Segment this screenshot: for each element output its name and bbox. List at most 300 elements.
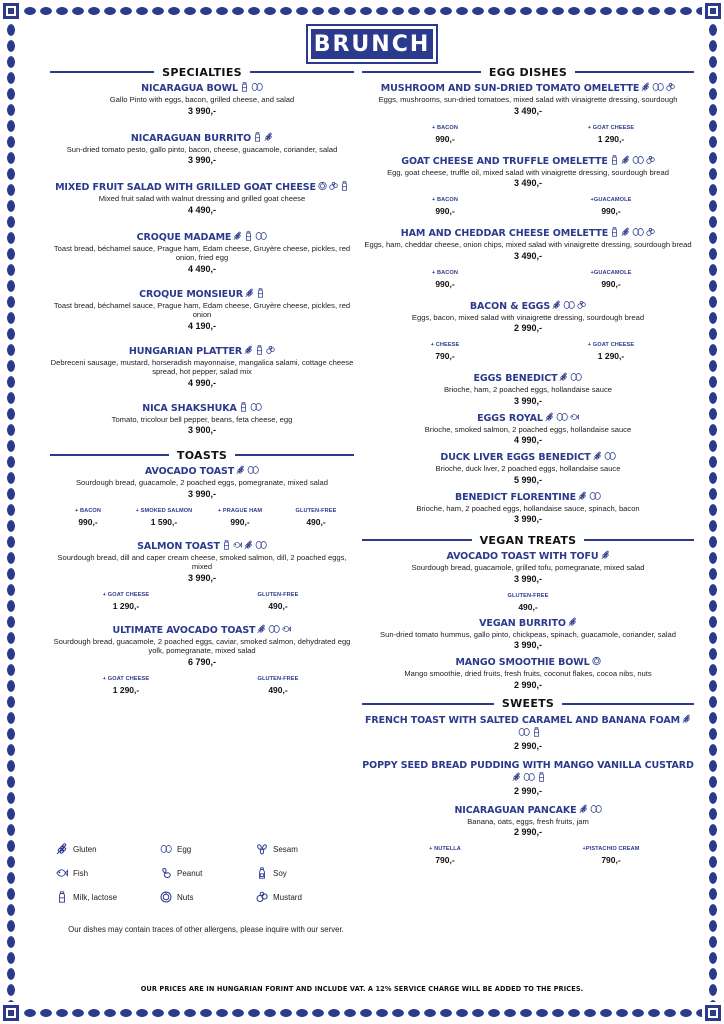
heading-rule [250,71,354,73]
milk-icon [537,772,546,782]
dish-description: Toast bread, béchamel sauce, Prague ham, Edam cheese, Gruyère cheese, pickles, red onion, fried egg [53,243,351,262]
menu-item [362,82,694,145]
border-top [22,4,702,18]
menu-item [362,300,694,363]
dish-name [362,372,694,385]
dish-name [362,714,694,740]
dish-name-text: POPPY SEED BREAD PUDDING WITH MANGO VANILLA CUSTARD [362,759,694,771]
legend-label: Fish [73,868,89,878]
dish-description: Gallo Pinto with eggs, bacon, grilled cheese, and salad [109,95,295,104]
gluten-icon [545,412,554,422]
extra-option [410,269,480,290]
milk-icon [340,181,349,191]
legend-label: Peanut [177,868,203,878]
dish-name [362,300,694,313]
dish-name [50,465,354,478]
dish-name-text: MANGO SMOOTHIE BOWL [455,657,590,668]
allergen-legend [56,842,356,904]
gluten-icon [552,300,561,310]
legend-entry [160,866,256,880]
dish-price: 4 490,- [187,263,217,274]
gluten-icon [559,372,568,382]
egg-icon [523,772,535,782]
extra-label: GLUTEN-FREE [295,507,337,514]
menu-item [50,82,354,118]
legend-label: Gluten [73,844,97,854]
section-title: VEGAN TREATS [479,533,577,547]
dish-name [50,82,354,95]
extra-price: 790,- [601,855,621,865]
extra-label: + BACON [431,124,459,131]
egg-icon [563,300,575,310]
legend-label: Milk, lactose [73,892,118,902]
dish-name-text: AVOCADO TOAST [144,466,235,477]
nuts-icon [160,891,172,903]
dish-name [362,759,694,785]
egg-icon [250,402,262,412]
extra-label: + PRAGUE HAM [217,507,263,514]
gluten-icon [257,624,266,634]
gluten-icon [593,451,602,461]
fish-icon [233,540,242,550]
menu-title-banner [306,24,438,64]
dish-name-text: CROQUE MADAME [136,231,232,243]
dish-name-text: NICARAGUA BOWL [141,83,238,94]
extra-label: + BACON [431,197,459,203]
egg-icon [255,540,267,550]
extras-row [50,507,354,528]
dish-price: 3 990,- [513,514,543,524]
milk-icon [240,82,249,92]
dish-description: Eggs, mushrooms, sun-dried tomatoes, mixed salad with vinaigrette dressing, sourdough [378,95,678,104]
corner-ornament [3,3,19,19]
dish-name [362,412,694,425]
extra-label: + GOAT CHEESE [102,591,150,598]
egg-icon [556,412,568,422]
dish-price: 4 190,- [187,320,217,331]
extras-row [362,269,694,290]
extra-price: 1 290,- [597,133,625,144]
extra-price: 1 290,- [112,684,140,695]
legend-entry [256,866,356,880]
extra-option [281,507,351,528]
legend-label: Soy [273,868,287,878]
menu-item [362,550,694,613]
mustard-icon [666,82,675,92]
extra-label: + BACON [431,269,459,276]
milk-icon [532,727,541,737]
dish-description: Mango smoothie, dried fruits, fresh fruits, coconut flakes, cocoa nibs, nuts [404,669,652,678]
extra-price: 490,- [518,601,538,612]
extra-label: GLUTEN-FREE [257,675,299,682]
extra-price: 490,- [268,600,288,611]
extra-label: + GOAT CHEESE [587,342,635,348]
fish-icon [56,867,68,879]
corner-ornament [3,1005,19,1021]
menu-item [362,617,694,653]
dish-description: Debreceni sausage, mustard, horseradish mayonnaise, mangalica salami, cottage cheese spread, hot pepper, salad mix [50,357,354,376]
extra-option [91,591,161,612]
nuts-icon [592,656,601,666]
dish-price: 5 990,- [513,474,543,485]
extra-option [576,124,646,145]
extra-price: 1 290,- [597,351,625,361]
fish-icon [570,412,579,422]
milk-icon [253,132,262,142]
extra-label: + NUTELLA [429,846,461,852]
extras-row [362,124,694,145]
heading-rule [575,71,694,73]
dish-description: Sourdough bread, guacamole, 2 poached eggs, caviar, smoked salmon, dehydrated egg yolk, pomegranate, mixed salad [53,636,351,655]
extra-option [576,269,646,290]
dish-description: Mixed fruit salad with walnut dressing and grilled goat cheese [98,194,306,203]
dish-name-text: FRENCH TOAST WITH SALTED CARAMEL AND BANANA FOAM [365,714,680,726]
legend-entry [56,890,160,904]
menu-item [50,345,354,390]
gluten-icon [621,155,630,165]
section-title: SWEETS [501,697,555,710]
section-heading [362,696,694,712]
extra-option [205,507,275,528]
dish-price: 3 490,- [513,178,543,188]
extra-option [410,196,480,217]
milk-icon [256,288,265,298]
dish-name-text: MUSHROOM AND SUN-DRIED TOMATO OMELETTE [380,83,640,94]
dish-price: 6 790,- [187,656,217,667]
dish-name [50,181,354,194]
dish-name-text: HUNGARIAN PLATTER [128,345,243,357]
legend-entry [160,842,256,856]
dish-price: 3 990,- [187,488,217,499]
extra-option [493,592,563,613]
dish-name [362,656,694,669]
milk-icon [610,227,619,237]
menu-item [362,656,694,692]
dish-description: Brioche, ham, 2 poached eggs, hollandaise sauce [443,385,613,394]
extra-option [243,675,313,696]
extra-price: 990,- [601,206,621,216]
extra-label: GLUTEN-FREE [257,591,299,598]
egg-icon [247,465,259,475]
dish-name-text: HAM AND CHEDDAR CHEESE OMELETTE [400,228,609,239]
dish-description: Toast bread, béchamel sauce, Prague ham, Edam cheese, Gruyère cheese, pickles, red onion [53,300,351,319]
egg-icon [589,491,601,501]
dish-name-text: GOAT CHEESE AND TRUFFLE OMELETTE [401,155,608,167]
legend-entry [56,842,160,856]
heading-rule [562,703,694,705]
legend-label: Egg [177,844,192,854]
section-heading [362,532,694,548]
egg-icon [632,155,644,165]
dish-price: 4 990,- [187,377,217,388]
dish-description: Egg, goat cheese, truffle oil, mixed salad with vinaigrette dressing, sourdough bread [387,167,669,177]
gluten-icon [233,231,242,241]
gluten-icon [601,550,610,560]
menu-item [50,231,354,276]
heading-rule [362,539,472,541]
menu-item [50,288,354,333]
egg-icon [604,451,616,461]
extra-option [410,124,480,145]
sesame-icon [256,843,268,855]
dish-name [362,491,694,504]
menu-item [362,227,694,290]
menu-title: BRUNCH [313,31,431,57]
extra-price: 790,- [435,855,455,865]
extra-price: 1 590,- [150,516,178,527]
section-heading [50,447,354,463]
extra-label: + SMOKED SALMON [135,507,193,514]
gluten-icon [578,491,587,501]
menu-item [362,491,694,527]
extra-price: 990,- [435,278,455,289]
extra-label: + BACON [74,507,102,514]
extra-option [576,341,646,362]
border-bottom [22,1006,702,1020]
dish-description: Tomato, tricolour bell pepper, beans, feta cheese, egg [111,414,293,424]
extra-price: 1 290,- [112,600,140,611]
extra-option [576,196,646,217]
dish-name [362,804,694,817]
dish-name-text: AVOCADO TOAST WITH TOFU [446,551,599,562]
fish-icon [282,624,291,634]
dish-name [362,227,694,240]
extras-row [362,196,694,217]
extra-label: +GUACAMOLE [590,197,632,203]
menu-item [50,181,354,217]
extra-price: 490,- [268,684,288,695]
dish-description: Sourdough bread, guacamole, 2 poached eggs, pomegranate, mixed salad [75,478,329,487]
dish-name [362,617,694,630]
gluten-icon [512,772,521,782]
egg-icon [652,82,664,92]
dish-description: Eggs, ham, cheddar cheese, onion chips, mixed salad with vinaigrette dressing, sourdough bread [364,240,692,249]
dish-name-text: MIXED FRUIT SALAD WITH GRILLED GOAT CHEESE [55,182,316,193]
dish-name [50,540,354,553]
dish-description: Brioche, ham, 2 poached eggs, hollandaise sauce, spinach, bacon [416,503,640,513]
menu-item [362,804,694,867]
extra-price: 990,- [435,206,455,216]
milk-icon [255,345,264,355]
extra-price: 990,- [230,516,250,527]
dish-price: 3 990,- [187,572,217,583]
heading-rule [362,71,481,73]
gluten-icon [244,345,253,355]
dish-price: 2 990,- [513,740,543,751]
dish-name [362,82,694,95]
egg-icon [268,624,280,634]
corner-ornament [705,1005,721,1021]
dish-price: 3 490,- [513,250,543,261]
dish-price: 2 990,- [513,679,543,690]
egg-icon [255,231,267,241]
dish-name [50,288,354,301]
dish-name-text: ULTIMATE AVOCADO TOAST [112,624,256,636]
gluten-icon [682,714,691,724]
dish-name [50,345,354,358]
extra-label: GLUTEN-FREE [507,592,549,599]
dish-description: Banana, oats, eggs, fresh fruits, jam [467,816,589,826]
extra-option [53,507,123,528]
extras-row [50,675,354,696]
nuts-icon [318,181,327,191]
mustard-icon [256,891,268,903]
dish-name-text: BENEDICT FLORENTINE [455,491,576,503]
dish-name-text: EGGS ROYAL [477,412,543,424]
heading-rule [584,539,694,541]
menu-item [362,412,694,448]
dish-price: 3 990,- [513,640,543,650]
dish-price: 2 990,- [513,827,543,837]
dish-name-text: NICARAGUAN PANCAKE [454,804,577,816]
legend-entry [256,890,356,904]
dish-price: 4 990,- [513,435,543,445]
dish-description: Brioche, smoked salmon, 2 poached eggs, hollandaise sauce [424,424,632,434]
extra-label: + GOAT CHEESE [102,675,150,682]
dish-price: 4 490,- [187,204,217,215]
gluten-icon [641,82,650,92]
dish-description: Brioche, duck liver, 2 poached eggs, hollandaise sauce [435,464,621,473]
extra-option [243,591,313,612]
allergen-note: Our dishes may contain traces of other allergens, please inquire with our server. [68,925,344,934]
extra-label: +PISTACHIO CREAM [582,846,640,852]
egg-icon [518,727,530,737]
extra-option [129,507,199,528]
dish-name-text: EGGS BENEDICT [473,373,558,384]
milk-icon [56,891,68,903]
milk-icon [239,402,248,412]
extras-row [362,341,694,362]
mustard-icon [646,155,655,165]
gluten-icon [264,132,273,142]
mustard-icon [266,345,275,355]
egg-icon [632,227,644,237]
egg-icon [251,82,263,92]
legend-label: Sesam [273,844,298,854]
extra-option [576,845,646,866]
dish-price: 3 900,- [187,425,217,435]
dish-description: Sun-dried tomato hummus, gallo pinto, chickpeas, spinach, guacamole, coriander, salad [380,629,676,639]
mustard-icon [577,300,586,310]
dish-name-text: SALMON TOAST [137,540,220,552]
dish-name-text: VEGAN BURRITO [479,617,566,629]
egg-icon [570,372,582,382]
egg-icon [160,843,172,855]
dish-name [362,155,694,168]
menu-item [362,714,694,753]
dish-price: 3 490,- [513,105,543,116]
legend-label: Mustard [273,892,302,902]
milk-icon [222,540,231,550]
dish-price: 2 990,- [513,323,543,333]
border-right [706,22,720,1002]
dish-name [50,624,354,637]
border-left [4,22,18,1002]
extra-label: + GOAT CHEESE [587,124,635,131]
dish-name [362,550,694,563]
menu-item [50,540,354,612]
legend-label: Nuts [177,892,194,902]
dish-name-text: CROQUE MONSIEUR [139,288,243,300]
price-footer: OUR PRICES ARE IN HUNGARIAN FORINT AND INCLUDE VAT. A 12% SERVICE CHARGE WILL BE ADDED TO THE PRICES. [140,985,584,993]
gluten-icon [236,465,245,475]
section-heading [362,64,694,80]
gluten-icon [244,540,253,550]
menu-item [362,155,694,218]
soy-icon [256,867,268,879]
legend-entry [160,890,256,904]
menu-item [50,402,354,438]
extra-price: 990,- [435,133,455,144]
dish-description: Sourdough bread, dill and caper cream cheese, smoked salmon, dill, 2 poached eggs, mixed [57,552,347,571]
extra-label: +GUACAMOLE [590,269,632,276]
extras-row [50,591,354,612]
dish-name [50,402,354,415]
egg-icon [590,804,602,814]
mustard-icon [329,181,338,191]
dish-description: Sourdough bread, guacamole, grilled tofu, pomegranate, mixed salad [411,563,645,572]
left-column [50,64,354,708]
dish-price: 3 990,- [187,105,217,116]
dish-price: 3 990,- [513,395,543,406]
menu-item [362,451,694,487]
extra-option [91,675,161,696]
legend-entry [56,866,160,880]
heading-rule [235,454,354,456]
extras-row [362,592,694,613]
menu-item [50,465,354,528]
gluten-icon [56,843,68,855]
legend-entry [256,842,356,856]
dish-name-text: DUCK LIVER EGGS BENEDICT [440,452,591,463]
section-title: TOASTS [176,448,228,462]
corner-ornament [705,3,721,19]
section-title: EGG DISHES [488,65,568,79]
peanut-icon [160,867,172,879]
section-title: SPECIALTIES [162,65,242,79]
right-column [362,64,694,872]
extra-price: 490,- [306,516,326,527]
extra-price: 790,- [435,351,455,361]
extra-price: 990,- [601,278,621,289]
gluten-icon [245,288,254,298]
dish-name [50,231,354,244]
dish-name [362,451,694,464]
milk-icon [244,231,253,241]
heading-rule [50,71,154,73]
dish-price: 3 990,- [513,573,543,584]
dish-name-text: NICARAGUAN BURRITO [130,132,252,144]
menu-item [362,759,694,798]
dish-price: 3 990,- [187,155,217,165]
section-heading [50,64,354,80]
extra-price: 990,- [78,516,98,527]
menu-item [362,372,694,408]
dish-name [50,132,354,145]
gluten-icon [568,617,577,627]
heading-rule [362,703,494,705]
dish-name-text: BACON & EGGS [469,300,551,312]
extra-option [410,341,480,362]
menu-item [50,132,354,168]
extras-row [362,845,694,866]
menu-item [50,624,354,696]
dish-name-text: NICA SHAKSHUKA [142,402,237,414]
extra-label: + CHEESE [430,342,460,348]
heading-rule [50,454,169,456]
milk-icon [610,155,619,165]
dish-description: Sun-dried tomato pesto, gallo pinto, bacon, cheese, guacamole, coriander, salad [66,144,338,154]
